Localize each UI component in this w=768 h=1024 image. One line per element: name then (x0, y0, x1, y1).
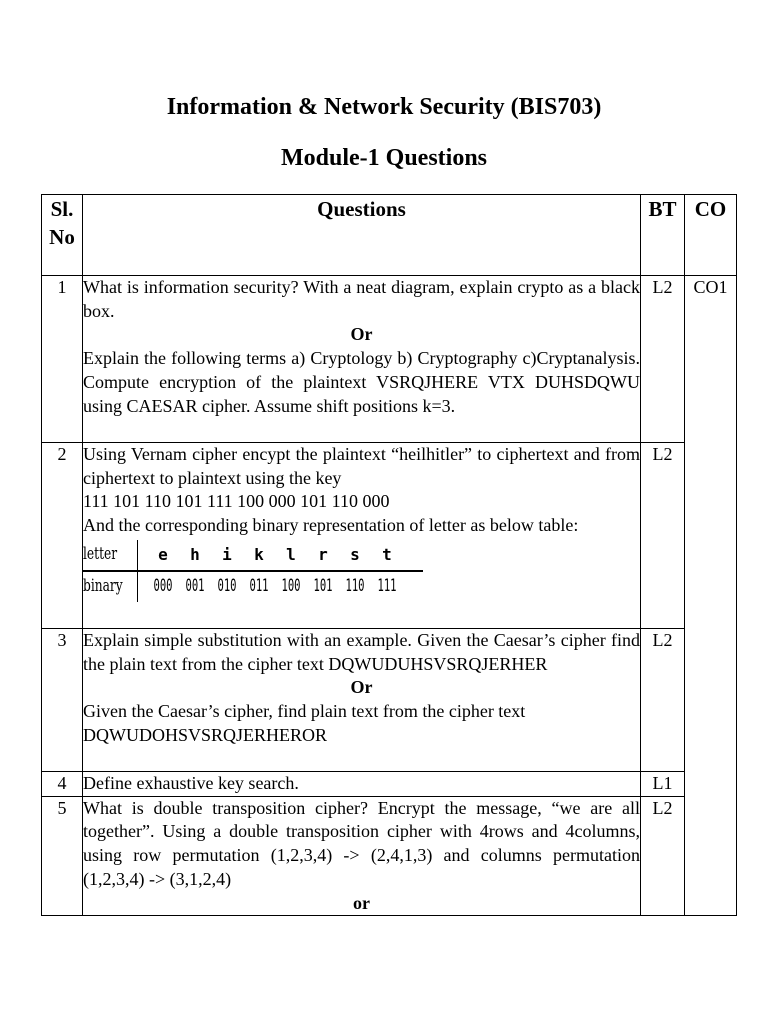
binary-cell: 101 (313, 575, 333, 596)
sl-number: 4 (42, 772, 83, 797)
question-text: What is double transposition cipher? Encrypt the message, “we are all together”. Using a double transposition cipher with 4rows and 4columns, using row permutation (1,2,3,4) -> (2,4,1,3) and columns permutation (1,2,3,4) -> (3,1,2,4) (83, 797, 640, 889)
question-cell (83, 772, 641, 797)
question-text: And the corresponding binary representation of letter as below table: (83, 515, 579, 536)
or-separator: Or (350, 677, 373, 698)
sl-number: 5 (42, 796, 83, 916)
question-text: Define exhaustive key search. (83, 773, 299, 793)
question-text: What is information security? With a neat diagram, explain crypto as a black box. (83, 277, 640, 321)
binary-cell: 001 (185, 575, 205, 596)
or-separator: Or (350, 324, 373, 345)
table-row (42, 796, 737, 916)
co-value: CO1 (685, 276, 737, 916)
header-row (42, 195, 737, 276)
letter-cell: h (190, 544, 200, 564)
letter-cell: r (318, 544, 328, 564)
table-row (42, 772, 737, 797)
sl-number: 2 (42, 443, 83, 629)
bt-level: L2 (641, 443, 685, 629)
questions-table (41, 194, 737, 916)
module-subtitle: Module-1 Questions (280, 145, 487, 171)
letter-cell: i (222, 544, 232, 564)
letter-cell: t (382, 544, 392, 564)
question-text: Explain the following terms a) Cryptology b) Cryptography c)Cryptanalysis. Compute encryption of the plaintext VSRQJHERE VTX DUHSDQWU using CAESAR cipher. Assume shift positions k=3. (83, 348, 640, 416)
bt-header: BT (641, 195, 685, 276)
binary-cell: 110 (345, 575, 365, 596)
question-cell (83, 629, 641, 772)
bt-level: L2 (641, 796, 685, 916)
questions-header: Questions (83, 195, 641, 276)
binary-cell: 100 (281, 575, 301, 596)
binary-cell: 010 (217, 575, 237, 596)
sl-number: 3 (42, 629, 83, 772)
binary-cell: 011 (249, 575, 269, 596)
letter-cell: e (158, 544, 168, 564)
sl-no-header: Sl. No (42, 195, 83, 276)
binary-cell: 111 (377, 575, 397, 596)
letter-row-label: letter (83, 543, 118, 564)
binary-row (83, 572, 403, 602)
question-text: Explain simple substitution with an example. Given the Caesar’s cipher find the plain text from the cipher text DQWUDUHSVSRQJERHER (83, 630, 640, 674)
table-row (42, 443, 737, 629)
letter-cell: k (254, 544, 264, 564)
sl-number: 1 (42, 276, 83, 443)
binary-mapping-table (83, 540, 423, 602)
letter-cell: l (286, 544, 296, 564)
bt-level: L1 (641, 772, 685, 797)
or-separator: or (353, 892, 370, 913)
question-text: Given the Caesar’s cipher, find plain text from the cipher text DQWUDOHSVSRQJERHEROR (83, 701, 526, 745)
table-row (42, 276, 737, 443)
letter-row (83, 540, 403, 570)
bt-level: L2 (641, 629, 685, 772)
question-cell (83, 276, 641, 443)
key-text: 111 101 110 101 111 100 000 101 110 000 (83, 491, 390, 512)
bt-level: L2 (641, 276, 685, 443)
question-cell (83, 443, 641, 629)
document-title: Information & Network Security (BIS703) (166, 94, 602, 120)
question-text: Using Vernam cipher encypt the plaintext “heilhitler” to ciphertext and from ciphertext to plaintext using the key (83, 444, 640, 488)
binary-cell: 000 (153, 575, 173, 596)
binary-row-label: binary (83, 575, 123, 596)
question-cell (83, 796, 641, 916)
letter-cell: s (350, 544, 360, 564)
co-header: CO (685, 195, 737, 276)
table-row (42, 629, 737, 772)
